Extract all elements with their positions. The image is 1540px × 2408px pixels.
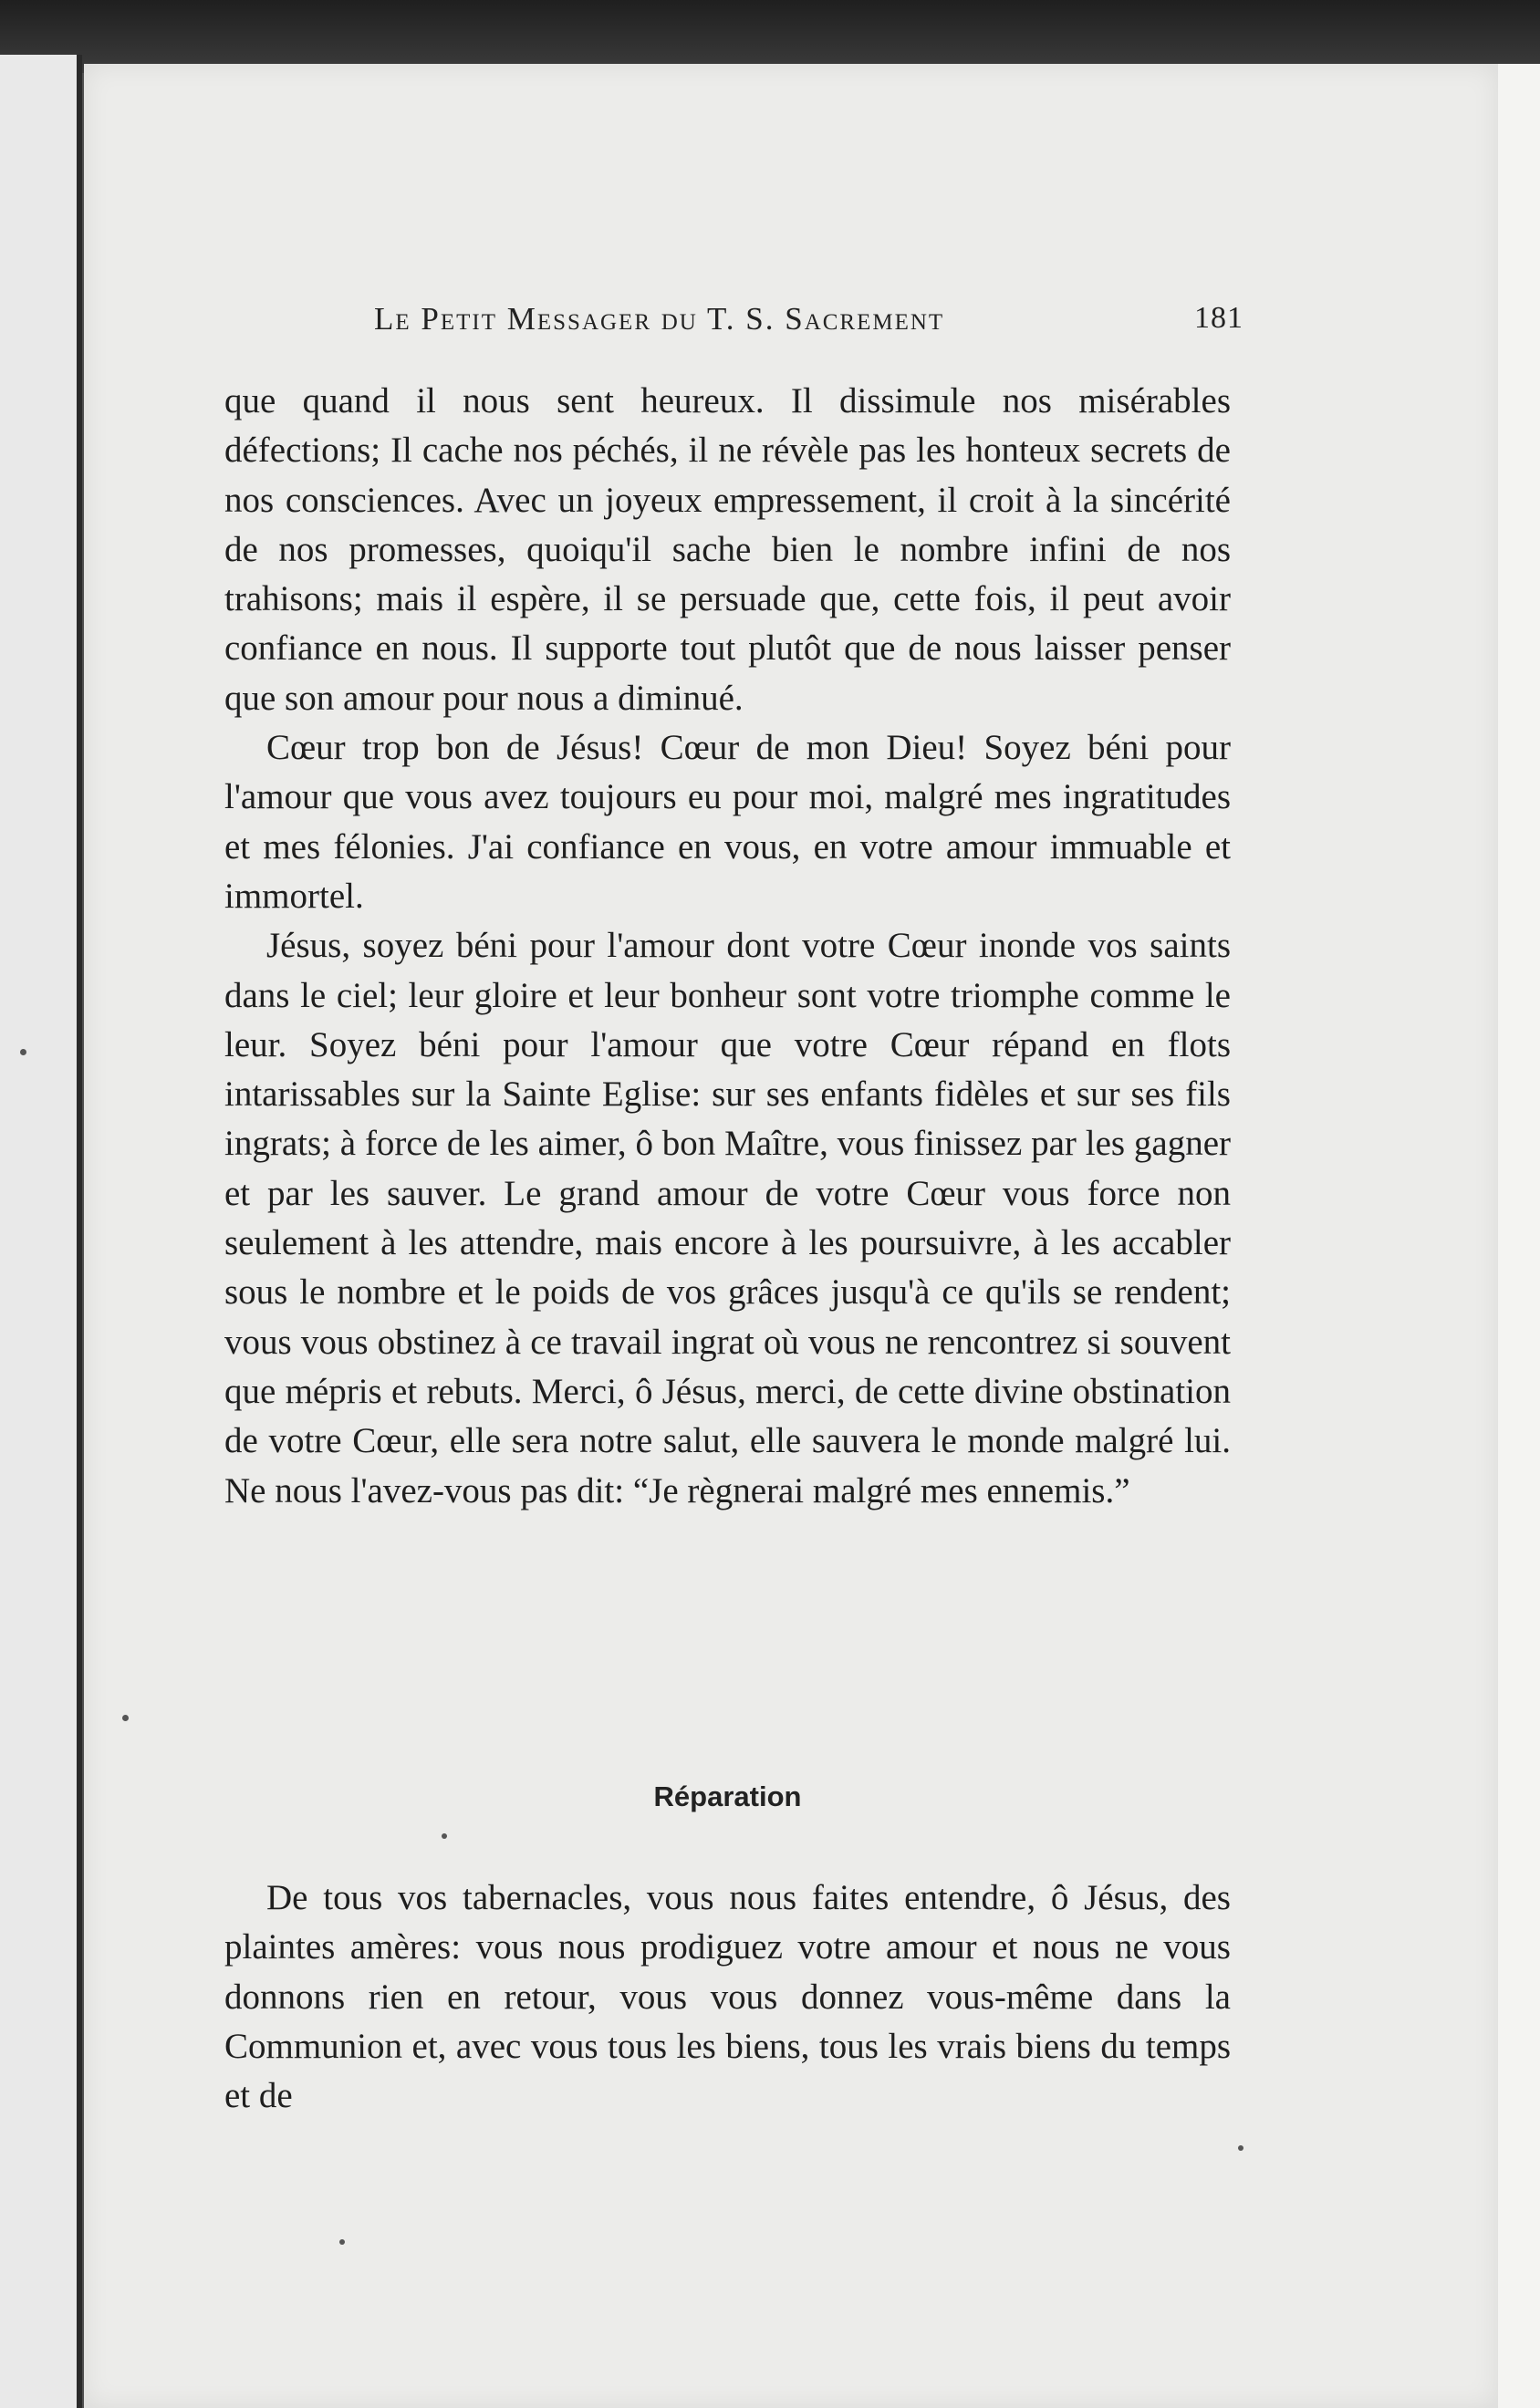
scan-top-border [0, 0, 1540, 73]
running-head-title: Le Petit Messager du T. S. Sacrement [374, 301, 945, 337]
scan-speck [339, 2239, 345, 2245]
scan-speck [122, 1715, 129, 1721]
facing-page-edge [0, 55, 82, 2408]
paragraph-4: De tous vos tabernacles, vous nous faites entendre, ô Jésus, des plaintes amères: vous nous prodiguez votre amour et nous ne vous donnons rien en retour, vous vous donnez vous-même dans la Communion et, avec vous tous les biens, tous les vrais biens du temps et de [224, 1878, 1231, 2116]
page-right-margin [1498, 64, 1540, 2408]
main-text [224, 377, 1231, 1516]
paragraph-2: Cœur trop bon de Jésus! Cœur de mon Dieu! Soyez béni pour l'amour que vous avez toujours eu pour moi, malgré mes ingratitudes et mes félonies. J'ai confiance en vous, en votre amour immuable et immortel. [224, 728, 1231, 916]
paragraph-1: que quand il nous sent heureux. Il dissimule nos misérables défections; Il cache nos péchés, il ne révèle pas les honteux secrets de nos consciences. Avec un joyeux empressement, il croit à la sincérité de nos promesses, quoiqu'il sache bien le nombre infini de nos trahisons; mais il espère, il se persuade que, cette fois, il peut avoir confiance en nous. Il supporte tout plutôt que de nous laisser penser que son amour pour nous a diminué. [224, 381, 1231, 718]
scan-speck [20, 1049, 26, 1055]
paragraph-3: Jésus, soyez béni pour l'amour dont votre Cœur inonde vos saints dans le ciel; leur gloire et leur bonheur sont votre triomphe comme le leur. Soyez béni pour l'amour que votre Cœur répand en flots intarissables sur la Sainte Eglise: sur ses enfants fidèles et sur ses fils ingrats; à force de les aimer, ô bon Maître, vous finissez par les gagner et par les sauver. Le grand amour de votre Cœur vous force non seulement à les attendre, mais encore à les poursuivre, à les accabler sous le nombre et le poids de vos grâces jusqu'à ce qu'ils se rendent; vous vous obstinez à ce travail ingrat où vous ne rencontrez si souvent que mépris et rebuts. Merci, ô Jésus, merci, de cette divine obstination de votre Cœur, elle sera notre salut, elle sauvera le monde malgré lui. Ne nous l'avez-vous pas dit: “Je règnerai malgré mes ennemis.” [224, 926, 1231, 1510]
page-number: 181 [1194, 301, 1243, 335]
scan-speck [1238, 2145, 1243, 2151]
section-text [224, 1873, 1231, 2121]
scan-speck [442, 1833, 447, 1839]
section-heading: Réparation [653, 1780, 802, 1812]
